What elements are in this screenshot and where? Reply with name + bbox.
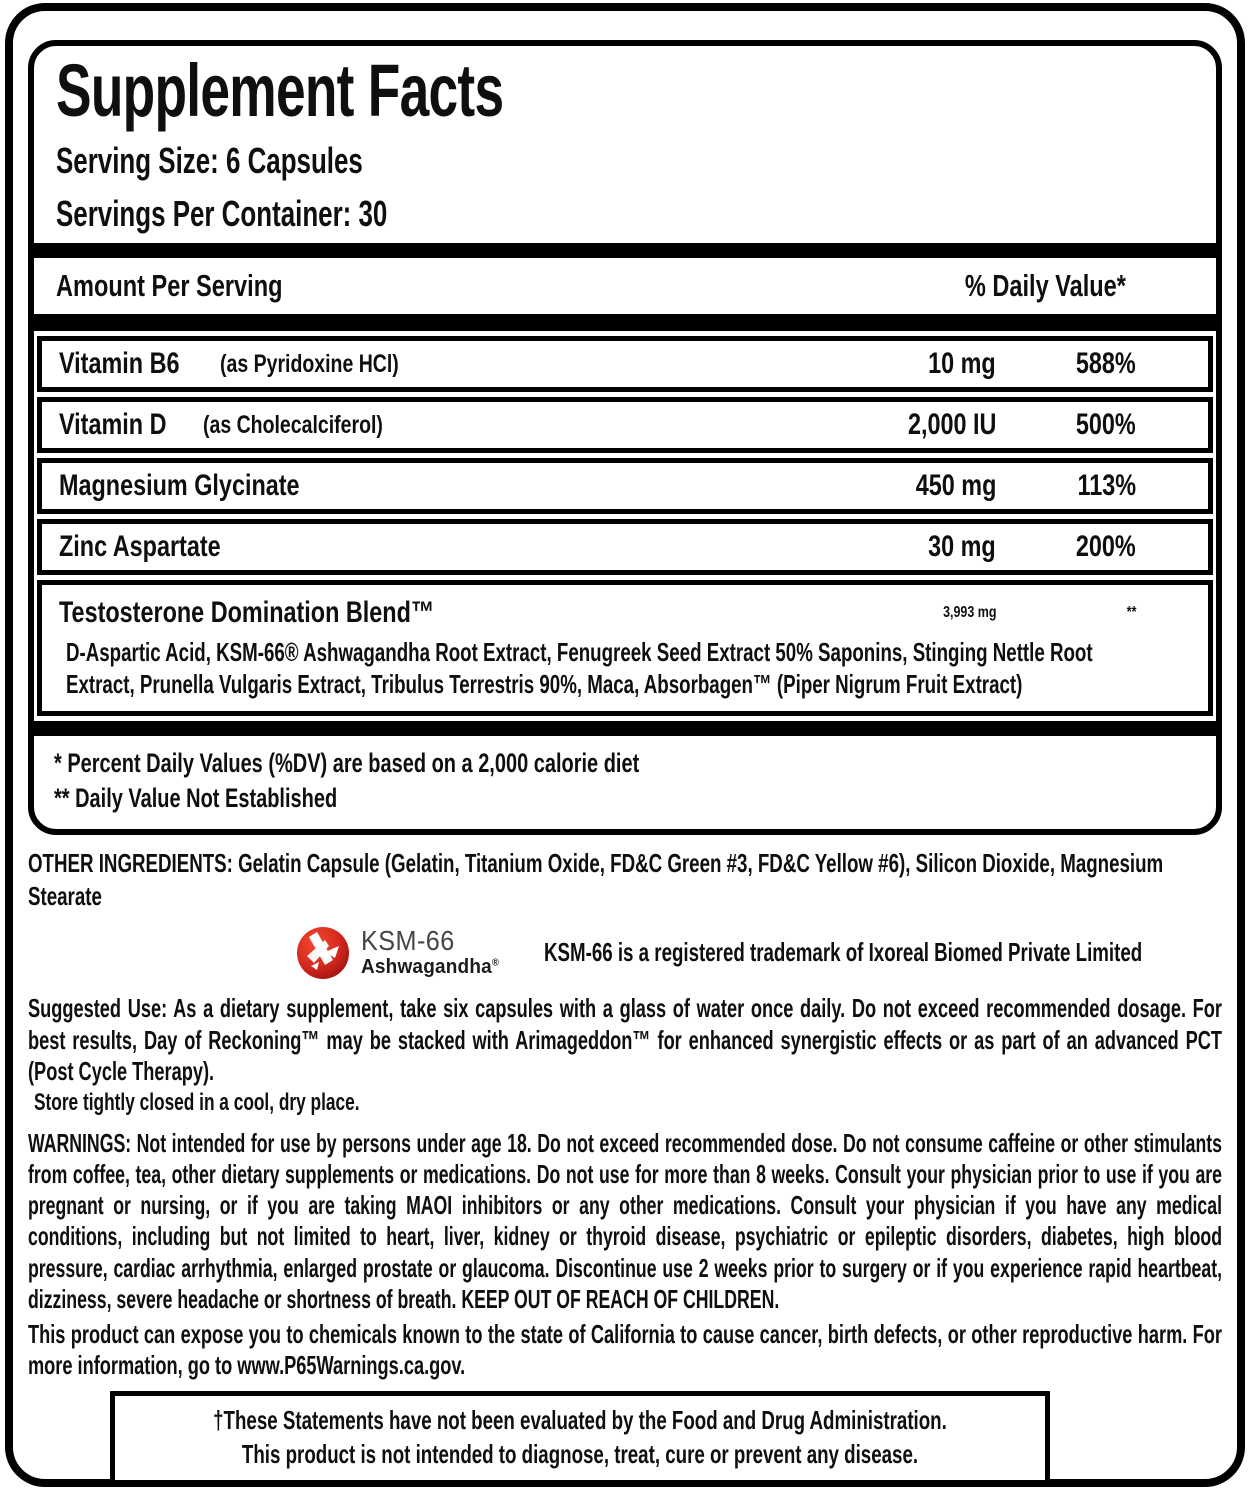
- nutrient-daily-value: 113%: [1077, 469, 1136, 503]
- divider-bar: [34, 243, 1216, 258]
- nutrient-daily-value: 200%: [1076, 530, 1136, 564]
- panel-title: [56, 49, 1194, 132]
- divider-bar-bottom: [34, 721, 1216, 736]
- nutrient-name: Magnesium Glycinate: [59, 469, 300, 503]
- nutrient-name: Zinc Aspartate: [59, 530, 221, 564]
- registered-mark: ®: [491, 957, 500, 969]
- nutrient-daily-value: 500%: [1076, 408, 1136, 442]
- nutrient-detail: (as Cholecalciferol): [202, 410, 383, 439]
- other-ingredients: OTHER INGREDIENTS: Gelatin Capsule (Gelatin, Titanium Oxide, FD&C Green #3, FD&C Yellow #6), Silicon Dioxide, Magnesium Stearate: [28, 847, 1164, 912]
- ksm66-logo-title: KSM-66: [361, 925, 455, 957]
- panel-title-text: Supplement Facts: [56, 49, 504, 132]
- fda-disclaimer-box: [110, 1391, 1050, 1485]
- column-header-row: [34, 258, 1216, 314]
- serving-size: Serving Size: 6 Capsules: [56, 140, 363, 182]
- ksm66-logo-icon: [295, 922, 351, 982]
- blend-title-line: [42, 593, 1208, 633]
- ksm66-row: [295, 921, 1250, 983]
- panel-header: [34, 46, 1216, 243]
- nutrient-rows: [34, 331, 1216, 715]
- nutrient-daily-value: 588%: [1076, 347, 1136, 381]
- storage-note: Store tightly closed in a cool, dry place.: [34, 1089, 360, 1117]
- nutrient-amount: 2,000 IU: [907, 408, 996, 442]
- nutrient-row-vitamin-d: [37, 397, 1213, 453]
- blend-amount: 3,993 mg: [942, 604, 996, 622]
- fda-disclaimer-line-2: This product is not intended to diagnose, treat, cure or prevent any disease.: [241, 1439, 919, 1470]
- blend-name: Testosterone Domination Blend™: [59, 596, 435, 630]
- prop65-warning: This product can expose you to chemicals known to the state of California to cause cancer, birth defects, or other reproductive harm. For more information, go to www.P65Warnings.ca.gov.: [28, 1318, 1222, 1381]
- divider-bar-thick: [34, 314, 1216, 331]
- nutrient-amount: 30 mg: [928, 530, 996, 564]
- column-amount-header: Amount Per Serving: [56, 268, 283, 304]
- suggested-use: Suggested Use: As a dietary supplement, take six capsules with a glass of water once daily. Do not exceed recommended dosage. For best results, Day of Reckoning™ may be stacked with Arimageddon™ for enhanced synergistic effects or as part of an advanced PCT (Post Cycle Therapy).: [28, 993, 1222, 1086]
- nutrient-name: Vitamin B6: [59, 347, 180, 381]
- nutrient-row-vitamin-b6: [37, 336, 1213, 392]
- ksm66-logo-subtitle: Ashwagandha®: [361, 956, 500, 979]
- column-daily-value-header: % Daily Value*: [964, 268, 1126, 304]
- blend-daily-value: **: [1126, 604, 1136, 622]
- footnote-daily-value: * Percent Daily Values (%DV) are based on a 2,000 calorie diet: [54, 747, 640, 778]
- supplement-facts-panel: [28, 40, 1222, 835]
- servings-per-container: Servings Per Container: 30: [56, 192, 388, 234]
- nutrient-amount: 450 mg: [915, 469, 996, 503]
- warnings: WARNINGS: Not intended for use by persons under age 18. Do not exceed recommended dose. Do not consume caffeine or other stimulants from coffee, tea, other dietary supplements or medications. Do not use for more than 8 weeks. Consult your physician prior to use if you are pregnant or nursing, or if you are taking MAOI inhibitors or any other medications. Consult your physician if you have any medical conditions, including but not limited to heart, liver, kidney or thyroid disease, psychiatric or epileptic disorders, diabetes, high blood pressure, cardiac arrhythmia, enlarged prostate or glaucoma. Discontinue use 2 weeks prior to surgery or if you experience rapid heartbeat, dizziness, severe headache or shortness of breath. KEEP OUT OF REACH OF CHILDREN.: [28, 1127, 1222, 1314]
- blend-ingredients: D-Aspartic Acid, KSM-66® Ashwagandha Root Extract, Fenugreek Seed Extract 50% Saponins, Stinging Nettle Root Extract, Prunella Vulgaris Extract, Tribulus Terrestris 90%, Maca, Absorbagen™ (Piper Nigrum Fruit Extract): [66, 637, 1093, 699]
- ksm66-logo-text: [361, 927, 506, 977]
- nutrient-detail: (as Pyridoxine HCl): [219, 349, 399, 378]
- nutrient-name: Vitamin D: [59, 408, 167, 442]
- nutrient-amount: 10 mg: [928, 347, 996, 381]
- ksm66-trademark-note: KSM-66 is a registered trademark of Ixoreal Biomed Private Limited: [544, 936, 1143, 967]
- fda-disclaimer-line-1: †These Statements have not been evaluated by the Food and Drug Administration.: [213, 1405, 947, 1436]
- nutrient-row-zinc: [37, 519, 1213, 575]
- blend-row: [37, 580, 1213, 715]
- nutrient-row-magnesium: [37, 458, 1213, 514]
- footnote-not-established: ** Daily Value Not Established: [54, 783, 338, 814]
- footnotes: [34, 736, 1216, 829]
